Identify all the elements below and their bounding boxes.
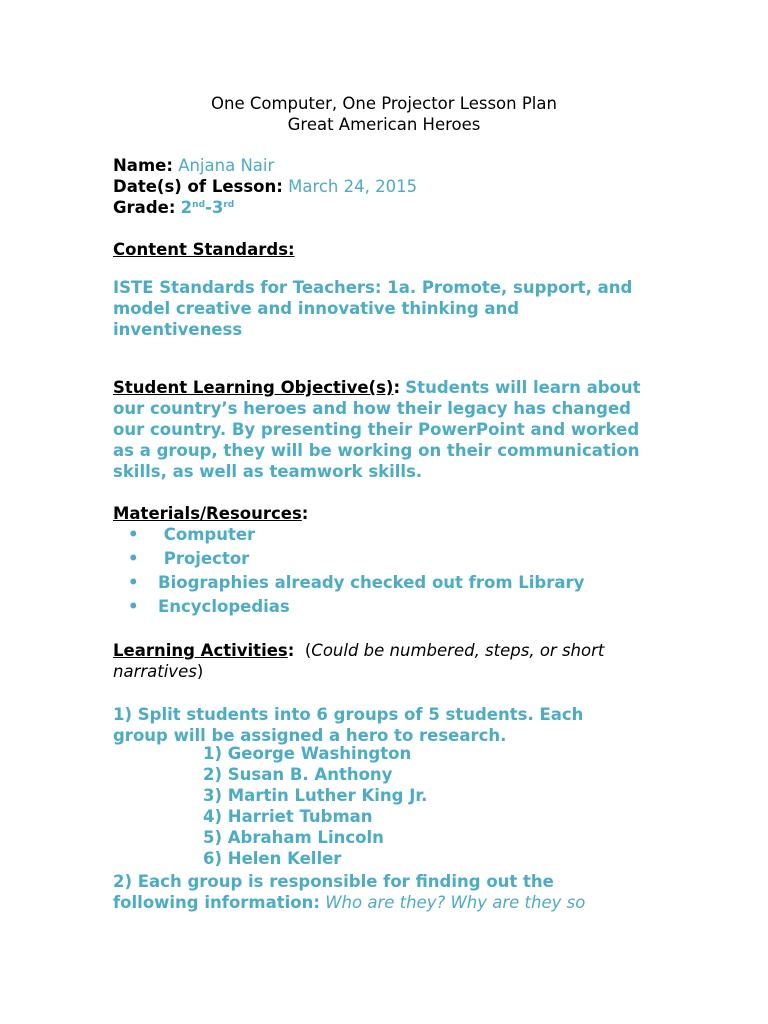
- activities-header: [113, 640, 653, 682]
- note-close: ): [196, 662, 204, 681]
- materials-item-label: Computer: [158, 525, 256, 544]
- bullet-icon: •: [128, 525, 139, 544]
- list-item: [113, 571, 584, 595]
- materials-heading: Materials/Resources: [113, 504, 302, 523]
- bullet-icon: •: [128, 597, 139, 616]
- grade-start-sup: nd: [192, 200, 206, 210]
- bullet-icon: •: [128, 573, 139, 592]
- name-line: [113, 155, 274, 176]
- activity-step-1: 1) Split students into 6 groups of 5 students. Each group will be assigned a hero to research.: [113, 705, 584, 745]
- content-standards-heading: Content Standards:: [113, 240, 295, 259]
- grade-value: [181, 198, 235, 217]
- materials-item-label: Projector: [158, 549, 250, 568]
- objective-colon: :: [393, 378, 401, 397]
- activities-heading: Learning Activities: [113, 641, 288, 660]
- list-item: 1) George Washington: [203, 744, 412, 763]
- document-subtitle: Great American Heroes: [287, 115, 481, 134]
- materials-item-label: Encyclopedias: [158, 597, 290, 616]
- list-item: [113, 523, 584, 547]
- list-item: [113, 595, 584, 619]
- bullet-icon: •: [128, 549, 139, 568]
- materials-list: [113, 523, 584, 619]
- list-item: [113, 547, 584, 571]
- date-value: March 24, 2015: [288, 177, 418, 196]
- note-open: (: [304, 641, 312, 660]
- list-item: 5) Abraham Lincoln: [203, 828, 384, 847]
- grade-line: [113, 197, 234, 218]
- date-line: [113, 176, 417, 197]
- date-label: Date(s) of Lesson:: [113, 177, 283, 196]
- activity-step-2: [113, 871, 633, 913]
- name-label: Name:: [113, 156, 173, 175]
- objective-text: Students will learn about our country’s heroes and how their legacy has changed our country. By presenting their PowerPoint and worked as a group, they will be working on their communication skills, as well as teamwork skills.: [113, 378, 641, 481]
- document-title: One Computer, One Projector Lesson Plan: [211, 94, 557, 113]
- grade-start: 2: [180, 198, 193, 217]
- activities-colon: :: [287, 641, 295, 660]
- list-item: 6) Helen Keller: [203, 849, 342, 868]
- materials-item-label: Biographies already checked out from Library: [158, 573, 585, 592]
- objective-heading: Student Learning Objective(s): [113, 378, 394, 397]
- grade-end: -3: [205, 198, 224, 217]
- step2-question: Who are they? Why are they so: [325, 893, 586, 912]
- materials-colon: :: [301, 504, 309, 523]
- grade-label: Grade:: [113, 198, 176, 217]
- materials-heading-line: [113, 503, 308, 524]
- list-item: 3) Martin Luther King Jr.: [203, 786, 428, 805]
- list-item: 4) Harriet Tubman: [203, 807, 373, 826]
- step2-text: 2) Each group is responsible for finding out the following information:: [113, 872, 554, 912]
- name-value: Anjana Nair: [178, 156, 275, 175]
- heroes-list: [203, 743, 427, 869]
- note-italic: Could be numbered, steps, or short narratives: [113, 641, 605, 681]
- objective-section: [113, 377, 653, 482]
- list-item: 2) Susan B. Anthony: [203, 765, 393, 784]
- grade-end-sup: rd: [223, 200, 235, 210]
- content-standards-text: ISTE Standards for Teachers: 1a. Promote, support, and model creative and innovative thinking and inventiveness: [113, 278, 633, 339]
